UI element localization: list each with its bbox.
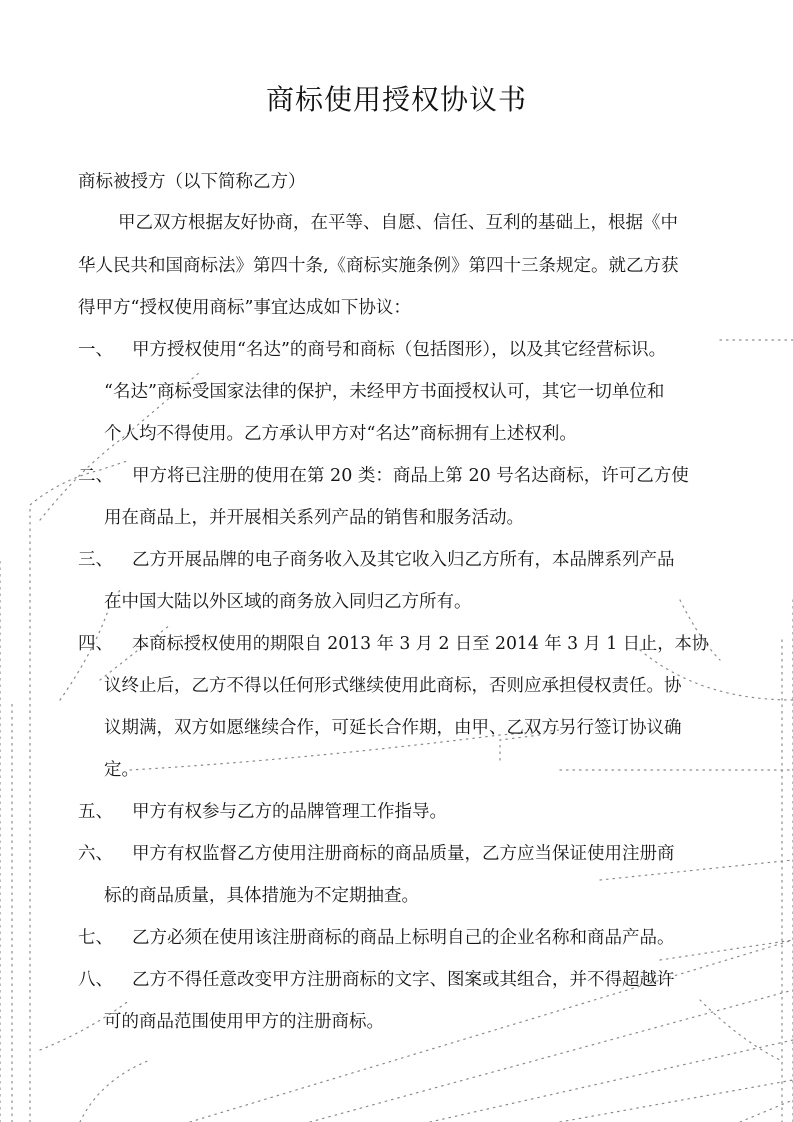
clause-1-line-2: “名达”商标受国家法律的保护，未经甲方书面授权认可，其它一切单位和 xyxy=(104,382,665,402)
clause-4-line-4: 定。 xyxy=(104,760,139,780)
clause-5-line-1: 甲方有权参与乙方的品牌管理工作指导。 xyxy=(132,802,447,822)
clause-2-line-1: 甲方将已注册的使用在第 20 类：商品上第 20 号名达商标，许可乙方使 xyxy=(132,466,689,486)
clause-1-number: 一、 xyxy=(78,340,113,360)
clause-4-line-2: 议终止后，乙方不得以任何形式继续使用此商标，否则应承担侵权责任。协 xyxy=(104,676,682,696)
clause-8-line-2: 可的商品范围使用甲方的注册商标。 xyxy=(104,1012,384,1032)
clause-5-number: 五、 xyxy=(78,802,113,822)
intro-line-2: 华人民共和国商标法》第四十条,《商标实施条例》第四十三条规定。就乙方获 xyxy=(78,256,679,276)
clause-1-line-1: 甲方授权使用“名达”的商号和商标（包括图形），以及其它经营标识。 xyxy=(132,340,667,360)
clause-4-line-1: 本商标授权使用的期限自 2013 年 3 月 2 日至 2014 年 3 月 1 日止，本协 xyxy=(132,634,710,654)
clause-3-line-1: 乙方开展品牌的电子商务收入及其它收入归乙方所有，本品牌系列产品 xyxy=(132,550,675,570)
intro-line-1: 甲乙双方根据友好协商，在平等、自愿、信任、互利的基础上，根据《中 xyxy=(118,213,678,233)
intro-line-3: 得甲方“授权使用商标”事宜达成如下协议： xyxy=(78,298,411,318)
clause-2-number: 二、 xyxy=(78,466,113,486)
clause-6-line-2: 标的商品质量，具体措施为不定期抽查。 xyxy=(104,886,419,906)
clause-3-number: 三、 xyxy=(78,550,113,570)
clause-4-number: 四、 xyxy=(78,634,113,654)
clause-6-number: 六、 xyxy=(78,844,113,864)
party-line: 商标被授方（以下简称乙方） xyxy=(78,172,306,192)
clause-7-number: 七、 xyxy=(78,928,113,948)
clause-7-line-1: 乙方必须在使用该注册商标的商品上标明自己的企业名称和商品产品。 xyxy=(132,928,675,948)
document-title: 商标使用授权协议书 xyxy=(265,83,527,116)
clause-3-line-2: 在中国大陆以外区域的商务放入同归乙方所有。 xyxy=(104,592,472,612)
clause-2-line-2: 用在商品上，并开展相关系列产品的销售和服务活动。 xyxy=(104,508,524,528)
clause-8-number: 八、 xyxy=(78,970,113,990)
clause-8-line-1: 乙方不得任意改变甲方注册商标的文字、图案或其组合，并不得超越许 xyxy=(132,970,675,990)
clause-1-line-3: 个人均不得使用。乙方承认甲方对“名达”商标拥有上述权利。 xyxy=(104,424,577,444)
clause-6-line-1: 甲方有权监督乙方使用注册商标的商品质量，乙方应当保证使用注册商 xyxy=(132,844,675,864)
clause-4-line-3: 议期满，双方如愿继续合作，可延长合作期，由甲、乙双方另行签订协议确 xyxy=(104,718,682,738)
